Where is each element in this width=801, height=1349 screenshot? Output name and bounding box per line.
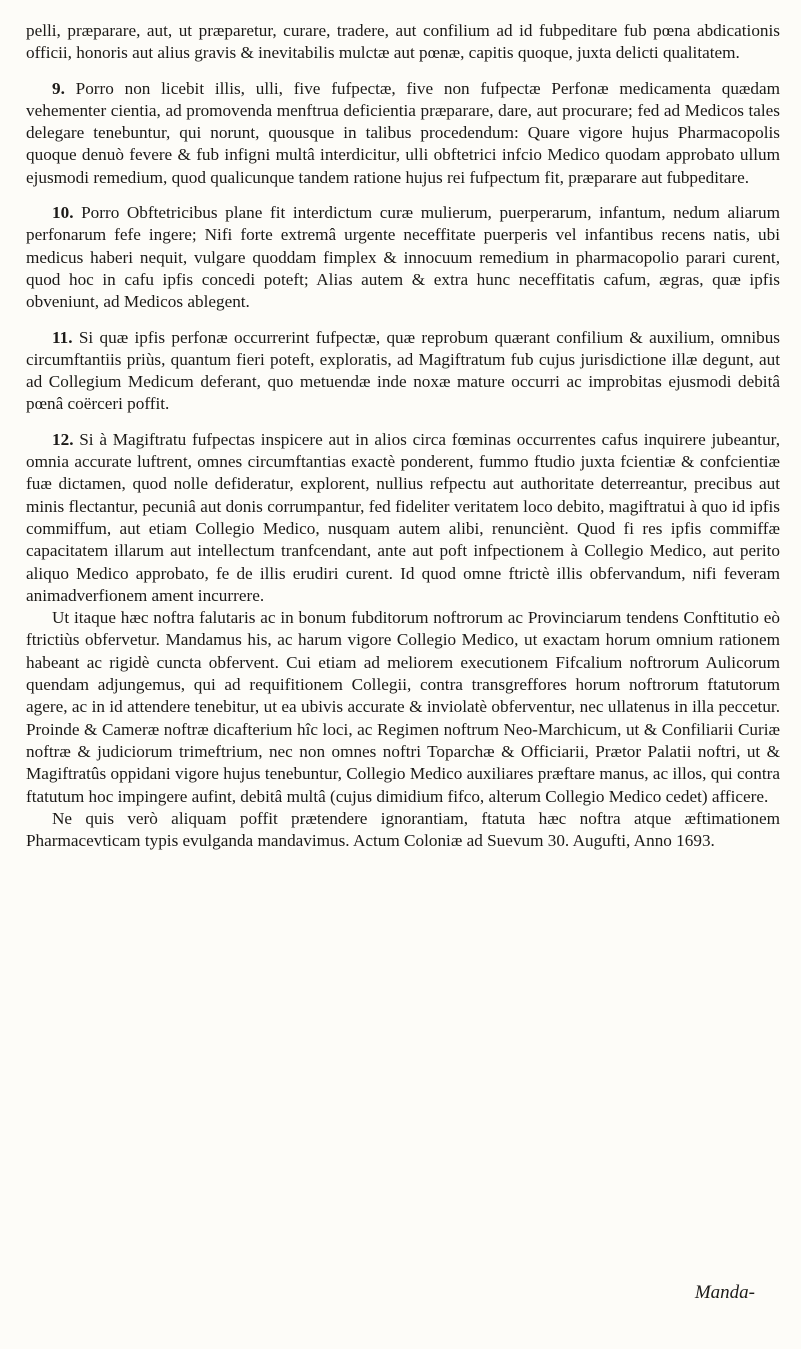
paragraph-number: 10. <box>52 203 74 223</box>
paragraph-number: 11. <box>52 327 73 347</box>
paragraph-12 <box>26 429 780 607</box>
catchword: Manda- <box>694 1282 755 1303</box>
paragraph-mandate <box>26 607 780 808</box>
paragraph-text: Ne quis verò aliquam poffit prætendere ignorantiam, ftatuta hæc noftra atque æftimationem Pharmacevticam typis evulganda mandavimus. Actum Coloniæ ad Suevum 30. Augufti, Anno 1693. <box>26 808 780 851</box>
paragraph-text: Si quæ ipfis perfonæ occurrerint fufpectæ, quæ reprobum quærant confilium & auxilium, omnibus circumftantiis priùs, quantum fieri poteft, exploratis, ad Magiftratum fub cujus jurisdictione illæ degunt, aut ad Collegium Medicum deferant, quo metuendæ inde noxæ mature occurri ac improbitas ejusmodi debitâ pœnâ coërceri poffit. <box>26 327 780 414</box>
paragraph-text: Si à Magiftratu fufpectas inspicere aut in alios circa fœminas occurrentes cafus inquirere jubeantur, omnia accurate luftrent, omnes circumftantias exactè ponderent, fummo ftudio juxta fcientiæ & confcientiæ fuæ dictamen, quod nolle defideratur, explorent, nullius refpectu aut authoritate deterreantur, precibus aut minis flectantur, pecuniâ aut donis corrumpantur, fed fideliter veritatem loco debito, magiftratui à quo id ipfis commiffum, aut etiam Collegio Medico, nusquam autem alibi, renunciènt. Quod fi res ipfis commiffæ capacitatem illarum aut intellectum tranfcendant, ante aut poft infpectionem à Collegio Medico, aut perito aliquo Medico approbato, fe de illis erudiri curent. Id quod omne ftrictè illis obfervandum, nifi feveram animadverfionem ament incurrere. <box>26 429 780 605</box>
paragraph-10 <box>26 202 780 313</box>
body-text <box>26 20 780 852</box>
paragraph-number: 12. <box>52 429 74 449</box>
paragraph-continuation <box>26 20 780 65</box>
paragraph-number: 9. <box>52 78 65 98</box>
paragraph-text: pelli, præparare, aut, ut præparetur, curare, tradere, aut confilium ad id fubpeditare fub pœna abdicationis officii, honoris aut alius gravis & inevitabilis mulctæ aut pœnæ, capitis quoque, juxta delicti qualitatem. <box>26 21 780 63</box>
paragraph-closing <box>26 808 780 853</box>
paragraph-text: Ut itaque hæc noftra falutaris ac in bonum fubditorum noftrorum ac Provinciarum tendens Conftitutio eò ftrictiùs obfervetur. Mandamus his, ac harum vigore Collegio Medico, ut exactam horum omnium rationem habeant ac rigidè cuncta obfervent. Cui etiam ad meliorem executionem Fifcalium noftrorum Aulicorum quendam adjungemus, qui ad requifitionem Collegii, contra transgreffores horum noftrorum ftatutorum agere, ac in id attendere tenebitur, ut ea ubivis accurate & inviolatè obferventur, nec ullatenus in illa peccetur. Proinde & Cameræ noftræ dicafterium hîc loci, ac Regimen noftrum Neo-Marchicum, ut & Confiliarii Curiæ noftræ & judiciorum trimeftrium, nec non omnes noftri Toparchæ & Officiarii, Prætor Palatii noftri, ut & Magiftratûs oppidani vigore hujus tenebuntur, Collegio Medico auxiliares præftare manus, ac illos, qui contra ftatutum hoc impingere aufint, debitâ multâ (cujus dimidium fifco, alterum Collegio Medico cedet) afficere. <box>26 608 780 806</box>
paragraph-9 <box>26 78 780 189</box>
paragraph-text: Porro non licebit illis, ulli, five fufpectæ, five non fufpectæ Perfonæ medicamenta quædam vehementer cientia, ad promovenda menftrua deficientia præparare, dare, aut procurare; fed ad Medicos tales delegare tenebuntur, qui norunt, quousque in talibus procedendum: Quare vigore hujus Pharmacopolis quoque denuò fevere & fub infigni multâ interdicitur, ulli obftetrici infcio Medico quodam approbato ullum ejusmodi remedium, quod qualicunque tandem ratione hujus rei fufpectum fit, præparare aut fubpeditare. <box>26 78 780 187</box>
paragraph-text: Porro Obftetricibus plane fit interdictum curæ mulierum, puerperarum, infantum, nedum aliarum perfonarum fefe ingere; Nifi forte extremâ urgente neceffitate puerperis vel infantibus recens natis, ubi medicus haberi nequit, vulgare quoddam fimplex & innocuum remedium in pharmacopolio parari curent, quod hoc in cafu ipfis concedi poteft; Alias autem & extra hunc neceffitatis cafum, ægras, quæ ipfis obveniunt, ad Medicos ablegent. <box>26 203 780 312</box>
paragraph-11 <box>26 327 780 416</box>
